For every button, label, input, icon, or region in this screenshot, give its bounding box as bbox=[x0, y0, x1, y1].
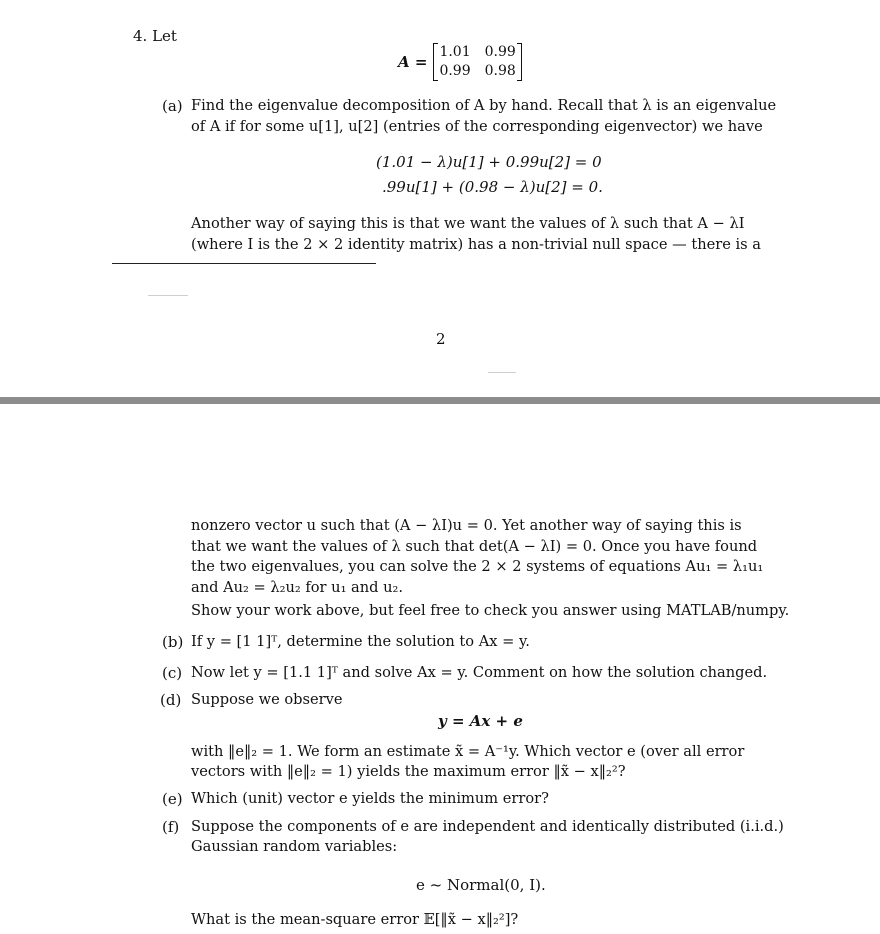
matrix-cell: 0.99 bbox=[439, 63, 471, 79]
part-c-label: (c) bbox=[162, 664, 183, 682]
matrix-A bbox=[398, 42, 522, 82]
matrix-cell: 0.98 bbox=[484, 63, 516, 79]
matrix-row bbox=[439, 43, 515, 62]
part-f-line-3: What is the mean-square error 𝔼[‖x̃ − x‖₂²]? bbox=[191, 911, 519, 928]
part-e-text: Which (unit) vector e yields the minimum error? bbox=[191, 790, 549, 807]
part-f-line-1: Suppose the components of e are independent and identically distributed (i.i.d.) bbox=[191, 818, 784, 835]
matrix-label: A = bbox=[398, 53, 428, 71]
part-d-label: (d) bbox=[160, 691, 182, 709]
part-f-label: (f) bbox=[162, 818, 180, 836]
part-b-text: If y = [1 1]ᵀ, determine the solution to Ax = y. bbox=[191, 633, 530, 650]
continued-line-2: that we want the values of λ such that det(A − λI) = 0. Once you have found bbox=[191, 538, 758, 555]
part-a-line-2: of A if for some u[1], u[2] (entries of the corresponding eigenvector) we have bbox=[191, 118, 763, 135]
page-number: 2 bbox=[436, 330, 446, 348]
part-a-line-4: (where I is the 2 × 2 identity matrix) has a non-trivial null space — there is a bbox=[191, 236, 762, 253]
page-separator bbox=[0, 397, 880, 404]
part-d-line-2: with ‖e‖₂ = 1. We form an estimate x̃ = A⁻¹y. Which vector e (over all error bbox=[191, 743, 745, 760]
matrix-row bbox=[439, 62, 515, 81]
part-a-line-3: Another way of saying this is that we want the values of λ such that A − λI bbox=[191, 215, 745, 232]
part-f-line-2: Gaussian random variables: bbox=[191, 838, 398, 855]
part-f-equation: e ~ Normal(0, I). bbox=[416, 876, 546, 894]
equation-1: (1.01 − λ)u[1] + 0.99u[2] = 0 bbox=[376, 153, 602, 171]
scan-artifact bbox=[488, 372, 516, 373]
continued-line-3: the two eigenvalues, you can solve the 2 × 2 systems of equations Au₁ = λ₁u₁ bbox=[191, 558, 764, 575]
matrix-cell: 0.99 bbox=[484, 44, 516, 60]
continued-line-1: nonzero vector u such that (A − λI)u = 0. Yet another way of saying this is bbox=[191, 517, 742, 534]
matrix-cell: 1.01 bbox=[439, 44, 471, 60]
part-d-equation: y = Ax + e bbox=[438, 712, 523, 730]
part-e-label: (e) bbox=[162, 790, 183, 808]
part-a-line-1: Find the eigenvalue decomposition of A by hand. Recall that λ is an eigenvalue bbox=[191, 97, 777, 114]
continued-line-4: and Au₂ = λ₂u₂ for u₁ and u₂. bbox=[191, 579, 404, 596]
equation-2: .99u[1] + (0.98 − λ)u[2] = 0. bbox=[382, 178, 603, 196]
part-d-text: Suppose we observe bbox=[191, 691, 343, 708]
part-c-text: Now let y = [1.1 1]ᵀ and solve Ax = y. Comment on how the solution changed. bbox=[191, 664, 768, 681]
scan-artifact bbox=[148, 295, 188, 296]
part-a-label: (a) bbox=[162, 97, 183, 115]
footnote-rule bbox=[112, 263, 376, 264]
matrix-body bbox=[433, 43, 521, 81]
problem-number: 4. Let bbox=[133, 27, 177, 45]
continued-line-5: Show your work above, but feel free to check you answer using MATLAB/numpy. bbox=[191, 602, 790, 619]
part-d-line-3: vectors with ‖e‖₂ = 1) yields the maximum error ‖x̃ − x‖₂²? bbox=[191, 763, 626, 780]
part-b-label: (b) bbox=[162, 633, 184, 651]
